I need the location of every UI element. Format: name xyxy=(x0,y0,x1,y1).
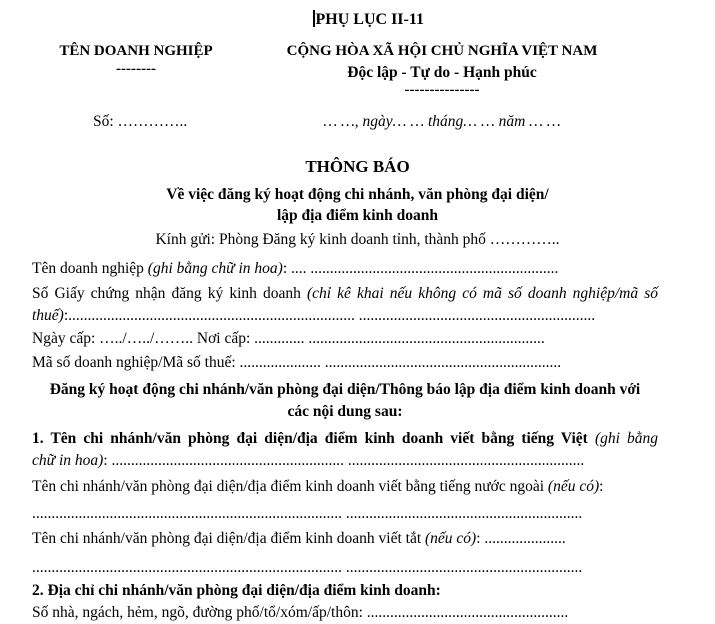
dotted-fill-line-1 xyxy=(32,503,658,526)
address-section-heading: 2. Địa chỉ chi nhánh/văn phòng đại diện/địa điểm kinh doanh: xyxy=(32,581,441,599)
national-title: CỘNG HÒA XÃ HỘI CHỦ NGHĨA VIỆT NAM xyxy=(286,43,598,59)
national-header-block xyxy=(272,41,612,97)
branch-name-vn-line2 xyxy=(32,450,658,473)
date-place-line: … …, ngày… … tháng… … năm … … xyxy=(323,113,561,130)
appendix-title: PHỤ LỤC II-11 xyxy=(315,11,424,28)
certificate-number-label: Số Giấy chứng nhận đăng ký kinh doanh xyxy=(32,284,307,302)
notice-title: THÔNG BÁO xyxy=(305,157,410,176)
address-street-fill-dots[interactable]: .................................................... xyxy=(366,604,569,621)
branch-name-vn-note-part2: chữ in hoa) xyxy=(32,452,104,469)
issue-place-fill-dots-a[interactable]: ............. xyxy=(254,329,309,347)
certificate-number-fill-dots-a[interactable]: .......................................................................... xyxy=(68,307,359,324)
text-cursor xyxy=(313,10,315,27)
company-name-fill-dots[interactable]: ................................................................ xyxy=(310,260,559,277)
document-number-field[interactable]: Số: ………….. xyxy=(93,113,188,130)
branch-name-vn-label: 1. Tên chi nhánh/văn phòng đại diện/địa điểm kinh doanh viết bằng tiếng Việt xyxy=(32,429,595,447)
notice-subtitle-block xyxy=(0,184,715,226)
branch-name-vn-fill-dots-a[interactable]: ............................................................ xyxy=(111,452,348,469)
number-date-row xyxy=(0,111,715,132)
notice-subtitle-line1: Về việc đăng ký hoạt động chi nhánh, văn phòng đại diện/ xyxy=(166,186,549,203)
branch-name-abbrev-fill-dots[interactable]: ..................... xyxy=(484,529,566,547)
branch-name-vn-colon: : xyxy=(103,452,112,469)
branch-name-vn-note-part1: (ghi bằng xyxy=(594,429,659,447)
company-name-colon-dots: : .... xyxy=(282,260,311,277)
certificate-number-fill-dots-b[interactable]: ............................................................. xyxy=(358,307,596,324)
dotted-fill-2a[interactable]: ................................................................................ xyxy=(32,559,346,576)
dotted-fill-1b[interactable]: ............................................................. xyxy=(345,505,583,522)
address-street-label: Số nhà, ngách, hẻm, ngõ, đường phố/tổ/xóm/ấp/thôn: xyxy=(32,604,367,621)
notice-subtitle-line2: lập địa điểm kinh doanh xyxy=(276,207,439,224)
branch-name-vn-line1 xyxy=(32,428,658,451)
branch-name-abbrev-label: Tên chi nhánh/văn phòng đại diện/địa điểm kinh doanh viết tắt xyxy=(32,529,426,547)
branch-name-abbrev-note: (nếu có) xyxy=(425,529,477,547)
certificate-number-note-part1: (chỉ kê khai nếu không có mã số doanh nghiệp/mã số xyxy=(306,284,658,302)
branch-name-foreign-line xyxy=(32,476,658,499)
national-motto: Độc lập - Tự do - Hạnh phúc xyxy=(347,64,537,81)
branch-name-vn-fill-dots-b[interactable]: ............................................................. xyxy=(347,452,585,469)
branch-name-foreign-colon: : xyxy=(599,477,604,495)
company-name-line xyxy=(32,258,658,281)
company-divider-dashes: -------- xyxy=(116,61,156,77)
certificate-number-colon: : xyxy=(63,307,69,324)
tax-code-line xyxy=(32,352,658,375)
company-name-label: TÊN DOANH NGHIỆP xyxy=(59,43,213,59)
company-header-block xyxy=(0,41,272,97)
address-street-line xyxy=(32,602,658,624)
company-name-field-label: Tên doanh nghiệp xyxy=(32,260,148,277)
form-body xyxy=(32,258,658,624)
recipient-line: Kính gửi: Phòng Đăng ký kinh doanh tỉnh, thành phố ………….. xyxy=(155,231,560,248)
tax-code-label: Mã số doanh nghiệp/Mã số thuế: xyxy=(32,354,240,371)
certificate-number-note-part2: thuế) xyxy=(32,307,64,324)
company-name-note: (ghi bằng chữ in hoa) xyxy=(147,260,283,277)
branch-name-abbrev-colon: : xyxy=(476,529,485,547)
branch-name-foreign-label: Tên chi nhánh/văn phòng đại diện/địa điểm kinh doanh viết bằng tiếng nước ngoài xyxy=(32,477,548,495)
appendix-title-row xyxy=(0,0,715,30)
document-header xyxy=(0,41,715,97)
branch-name-abbrev-line xyxy=(32,528,658,551)
certificate-number-line2 xyxy=(32,305,658,328)
national-divider-dashes: --------------- xyxy=(404,82,480,98)
register-heading-line2: các nội dung sau: xyxy=(287,403,403,420)
issue-date-line xyxy=(32,328,658,351)
register-heading-line1: Đăng ký hoạt động chi nhánh/văn phòng đại diện/Thông báo lập địa điểm kinh doanh với xyxy=(49,380,641,398)
tax-code-fill-dots-a[interactable]: ..................... xyxy=(239,354,325,371)
dotted-fill-2b[interactable]: ............................................................. xyxy=(345,559,583,576)
branch-name-foreign-note: (nếu có) xyxy=(547,477,600,495)
dotted-fill-1a[interactable]: ................................................................................ xyxy=(32,505,346,522)
tax-code-fill-dots-b[interactable]: ............................................................. xyxy=(324,354,562,371)
certificate-number-line1 xyxy=(32,283,658,306)
dotted-fill-line-2 xyxy=(32,557,658,580)
issue-place-fill-dots-b[interactable]: ............................................................. xyxy=(308,329,545,347)
issue-date-label: Ngày cấp: …../…../…….. Nơi cấp: xyxy=(32,329,255,347)
